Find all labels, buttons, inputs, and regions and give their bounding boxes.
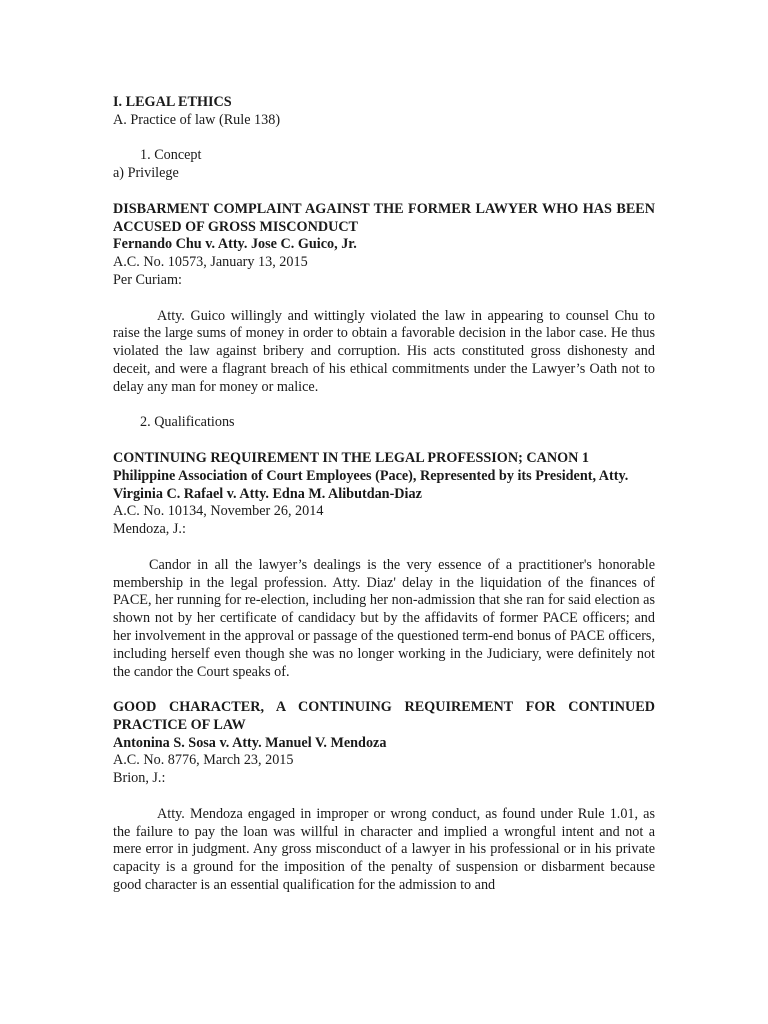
spacer bbox=[113, 539, 655, 557]
spacer bbox=[113, 290, 655, 308]
spacer bbox=[113, 788, 655, 806]
case-summary: Atty. Mendoza engaged in improper or wrong conduct, as found under Rule 1.01, as the failure to pay the loan was willful in character and implied a wrongful intent and not a mere error in judgment. Any gross misconduct of a lawyer in his professional or in his private capacity is a ground for the imposition of the penalty of suspension or disbarment because good character is an essential qualification for the admission to and bbox=[113, 805, 655, 894]
case-ponente: Mendoza, J.: bbox=[113, 521, 186, 538]
topic-privilege: a) Privilege bbox=[113, 165, 179, 182]
spacer bbox=[113, 681, 655, 699]
case-parties: Antonina S. Sosa v. Atty. Manuel V. Mendoza bbox=[113, 734, 387, 751]
spacer bbox=[113, 397, 655, 415]
case-citation: A.C. No. 10573, January 13, 2015 bbox=[113, 254, 308, 271]
case-citation: A.C. No. 8776, March 23, 2015 bbox=[113, 752, 294, 769]
case-heading: DISBARMENT COMPLAINT AGAINST THE FORMER LAWYER WHO HAS BEEN ACCUSED OF GROSS MISCONDUCT bbox=[113, 200, 655, 235]
case-heading: CONTINUING REQUIREMENT IN THE LEGAL PROFESSION; CANON 1 bbox=[113, 449, 590, 466]
topic-qualifications: 2. Qualifications bbox=[140, 414, 235, 431]
document-page bbox=[113, 94, 655, 895]
section-subtitle: A. Practice of law (Rule 138) bbox=[113, 111, 281, 128]
topic-concept: 1. Concept bbox=[140, 147, 202, 164]
case-ponente: Per Curiam: bbox=[113, 271, 182, 288]
case-summary: Atty. Guico willingly and wittingly violated the law in appearing to counsel Chu to raise the large sums of money in order to obtain a favorable decision in the labor case. He thus violated the law against bribery and corruption. His acts constituted gross dishonesty and deceit, and were a flagrant breach of his ethical commitments under the Lawyer’s Oath not to delay any man for money or malice. bbox=[113, 307, 655, 395]
case-parties: Fernando Chu v. Atty. Jose C. Guico, Jr. bbox=[113, 236, 357, 253]
case-heading: GOOD CHARACTER, A CONTINUING REQUIREMENT FOR CONTINUED PRACTICE OF LAW bbox=[113, 699, 655, 733]
case-parties: Philippine Association of Court Employees (Pace), Represented by its President, Atty. Virginia C. Rafael v. Atty. Edna M. Alibutdan-Diaz bbox=[113, 467, 629, 502]
case-citation: A.C. No. 10134, November 26, 2014 bbox=[113, 503, 324, 520]
section-title: I. LEGAL ETHICS bbox=[113, 94, 232, 110]
spacer bbox=[113, 432, 655, 450]
case-summary: Candor in all the lawyer’s dealings is the very essence of a practitioner's honorable membership in the legal profession. Atty. Diaz' delay in the liquidation of the finances of PACE, her running for re-election, including her non-admission that she ran for said election as shown not by her certificate of candidacy but by the affidavits of former PACE officers; and her involvement in the approval or passage of the questioned term-end bonus of PACE officers, including herself even though she was no longer working in the Judiciary, were definitely not the candor the Court speaks of. bbox=[113, 556, 655, 680]
spacer bbox=[113, 130, 655, 148]
spacer bbox=[113, 183, 655, 201]
case-ponente: Brion, J.: bbox=[113, 770, 166, 787]
